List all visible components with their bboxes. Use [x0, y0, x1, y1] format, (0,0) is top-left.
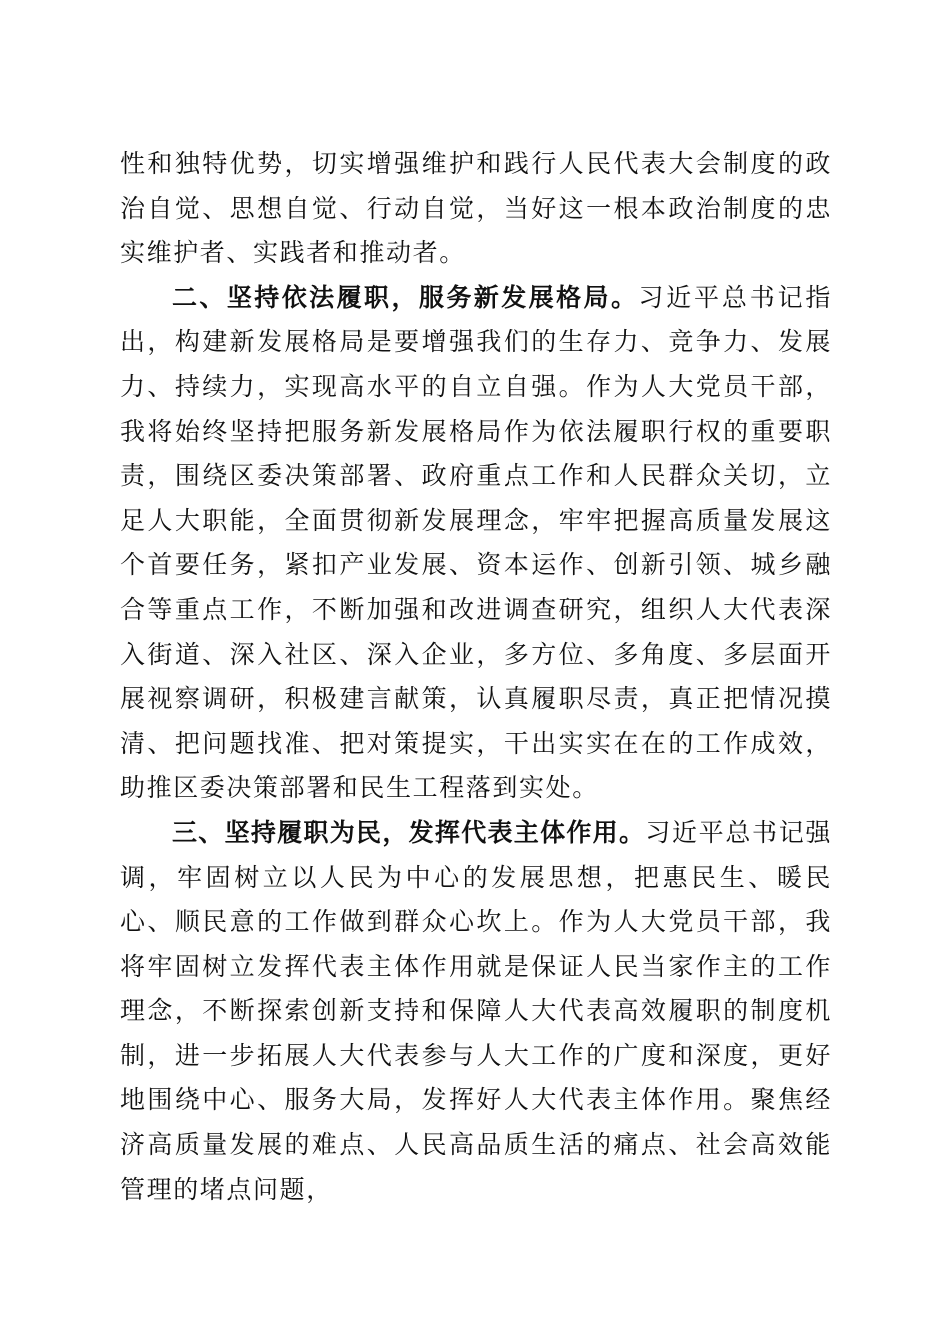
document-body	[120, 142, 832, 1212]
section-heading: 二、坚持依法履职，服务新发展格局。	[172, 282, 639, 312]
paragraph-continuation	[120, 142, 832, 276]
paragraph-section-2	[120, 276, 832, 811]
paragraph-section-3	[120, 811, 832, 1212]
paragraph-text: 习近平总书记指出，构建新发展格局是要增强我们的生存力、竞争力、发展力、持续力，实现高水平的自立自强。作为人大党员干部，我将始终坚持把服务新发展格局作为依法履职行权的重要职责，围绕区委决策部署、政府重点工作和人民群众关切，立足人大职能，全面贯彻新发展理念，牢牢把握高质量发展这个首要任务，紧扣产业发展、资本运作、创新引领、城乡融合等重点工作，不断加强和改进调查研究，组织人大代表深入街道、深入社区、深入企业，多方位、多角度、多层面开展视察调研，积极建言献策，认真履职尽责，真正把情况摸清、把问题找准、把对策提实，干出实实在在的工作成效，助推区委决策部署和民生工程落到实处。	[120, 282, 832, 803]
paragraph-text: 习近平总书记强调，牢固树立以人民为中心的发展思想，把惠民生、暖民心、顺民意的工作做到群众心坎上。作为人大党员干部，我将牢固树立发挥代表主体作用就是保证人民当家作主的工作理念，不断探索创新支持和保障人大代表高效履职的制度机制，进一步拓展人大代表参与人大工作的广度和深度，更好地围绕中心、服务大局，发挥好人大代表主体作用。聚焦经济高质量发展的难点、人民高品质生活的痛点、社会高效能管理的堵点问题，	[120, 817, 832, 1204]
paragraph-text: 性和独特优势，切实增强维护和践行人民代表大会制度的政治自觉、思想自觉、行动自觉，当好这一根本政治制度的忠实维护者、实践者和推动者。	[120, 149, 832, 268]
section-heading: 三、坚持履职为民，发挥代表主体作用。	[172, 817, 646, 847]
